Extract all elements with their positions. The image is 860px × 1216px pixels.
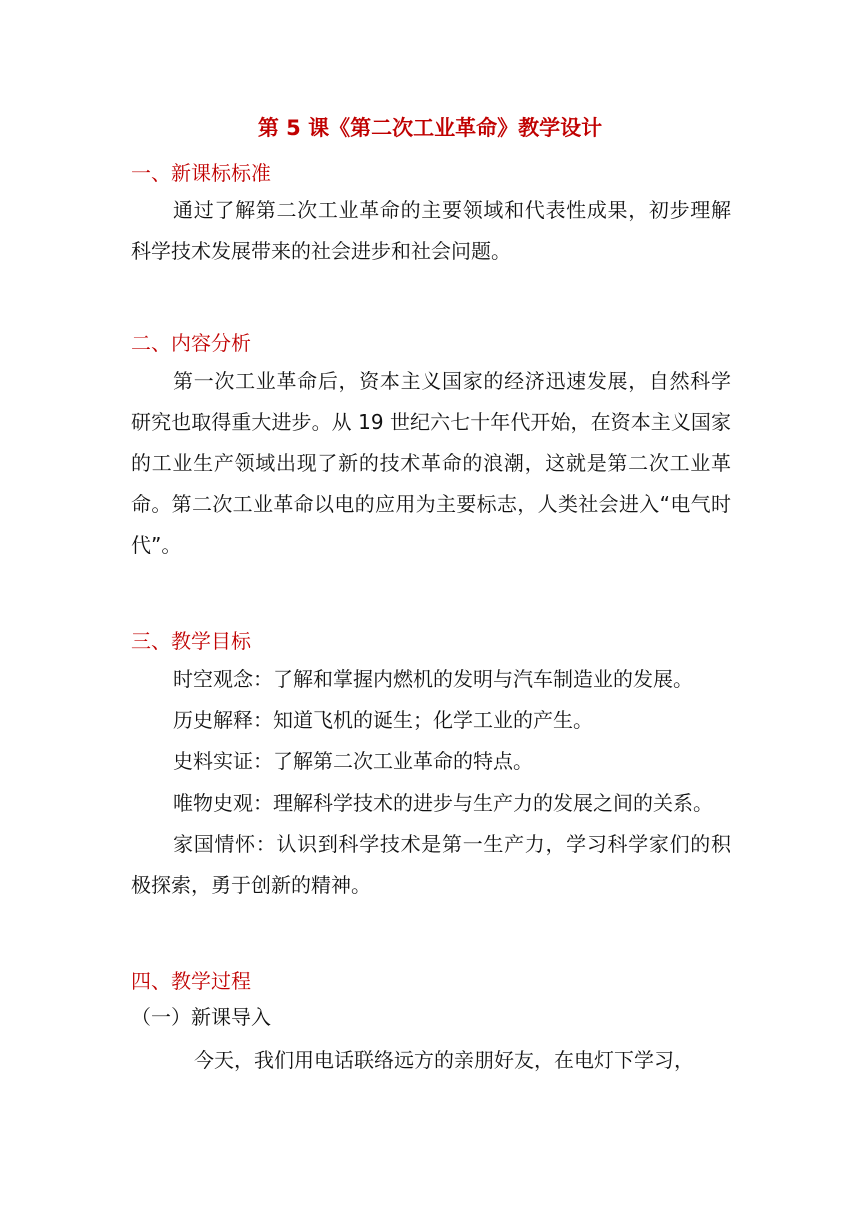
section-heading-standards: 一、新课标标准 <box>131 161 271 185</box>
objective-item: 史料实证：了解第二次工业革命的特点。 <box>173 749 533 773</box>
objective-item: 时空观念：了解和掌握内燃机的发明与汽车制造业的发展。 <box>173 667 693 691</box>
section-heading-objectives: 三、教学目标 <box>131 629 251 653</box>
standards-paragraph: 通过了解第二次工业革命的主要领域和代表性成果，初步理解科学技术发展带来的社会进步和社会问题。 <box>131 198 731 263</box>
objective-item: 历史解释：知道飞机的诞生；化学工业的产生。 <box>173 708 593 732</box>
subsection-heading-intro: （一）新课导入 <box>131 1005 271 1029</box>
section-heading-content-analysis: 二、内容分析 <box>131 331 251 355</box>
intro-paragraph: 今天，我们用电话联络远方的亲朋好友，在电灯下学习， <box>194 1048 694 1072</box>
section-heading-teaching-process: 四、教学过程 <box>131 969 251 993</box>
document-title: 第 5 课《第二次工业革命》教学设计 <box>257 116 603 140</box>
content-analysis-paragraph: 第一次工业革命后，资本主义国家的经济迅速发展，自然科学研究也取得重大进步。从 19 世纪六七十年代开始，在资本主义国家的工业生产领域出现了新的技术革命的浪潮，这就是第二次工业革命。第二次工业革命以电的应用为主要标志，人类社会进入“电气时代”。 <box>131 369 731 557</box>
objective-item: 家国情怀：认识到科学技术是第一生产力，学习科学家们的积极探索，勇于创新的精神。 <box>131 832 731 897</box>
objective-item: 唯物史观：理解科学技术的进步与生产力的发展之间的关系。 <box>173 791 713 815</box>
